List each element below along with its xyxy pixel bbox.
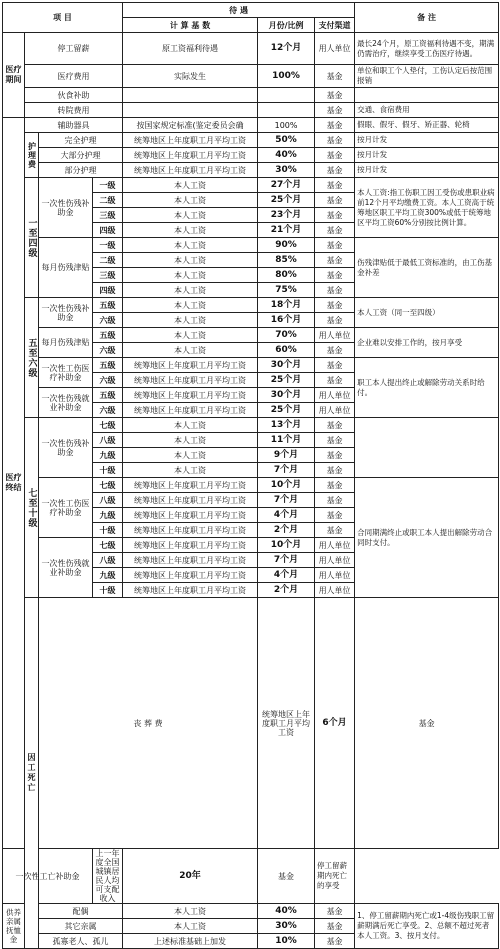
grade-cell: 十级 xyxy=(93,463,123,478)
grade-cell: 五级 xyxy=(93,298,123,313)
base-cell: 统筹地区上年度职工月平均工资 xyxy=(123,478,258,493)
label-medical-subsidy: 一次性工伤医疗补助金 xyxy=(39,478,93,538)
grade-cell: 八级 xyxy=(93,433,123,448)
ratio-cell: 11个月 xyxy=(258,433,315,448)
pay-cell: 用人单位 xyxy=(315,328,355,343)
base-cell: 本人工资 xyxy=(123,283,258,298)
ratio-cell: 25个月 xyxy=(258,373,315,388)
ratio-cell: 7个月 xyxy=(258,463,315,478)
grade-cell: 七级 xyxy=(93,538,123,553)
base-cell: 统筹地区上年度职工月平均工资 xyxy=(123,523,258,538)
item-cell: 一次性工亡补助金 xyxy=(3,849,93,904)
pay-cell: 基金 xyxy=(315,508,355,523)
pay-cell: 基金 xyxy=(315,418,355,433)
pay-cell: 基金 xyxy=(315,178,355,193)
ratio-cell: 21个月 xyxy=(258,223,315,238)
ratio-cell: 30个月 xyxy=(258,358,315,373)
pay-cell: 基金 xyxy=(315,904,355,919)
ratio-cell: 30% xyxy=(258,919,315,934)
base-cell: 统筹地区上年度职工月平均工资 xyxy=(123,133,258,148)
ratio-cell: 2个月 xyxy=(258,583,315,598)
ratio-cell xyxy=(258,103,315,118)
grade-cell: 八级 xyxy=(93,553,123,568)
pay-cell: 基金 xyxy=(315,934,355,949)
note-cell xyxy=(355,88,499,103)
group-grade-5-6: 五至六级 xyxy=(25,298,39,418)
table-row xyxy=(3,148,499,163)
base-cell xyxy=(123,103,258,118)
item-cell: 孤寡老人、孤儿 xyxy=(39,934,123,949)
base-cell: 本人工资 xyxy=(123,463,258,478)
base-cell: 原工资福利待遇 xyxy=(123,33,258,65)
pay-cell: 基金 xyxy=(315,313,355,328)
grade-cell: 四级 xyxy=(93,283,123,298)
pay-cell: 基金 xyxy=(315,238,355,253)
item-cell: 转院费用 xyxy=(25,103,123,118)
pay-cell: 基金 xyxy=(315,88,355,103)
table-row xyxy=(3,238,499,253)
base-cell: 本人工资 xyxy=(123,298,258,313)
base-cell: 本人工资 xyxy=(123,448,258,463)
grade-cell: 七级 xyxy=(93,478,123,493)
ratio-cell: 7个月 xyxy=(258,553,315,568)
table-row xyxy=(3,358,499,373)
note-cell: 交通、食宿费用 xyxy=(355,103,499,118)
ratio-cell: 16个月 xyxy=(258,313,315,328)
label-employment-subsidy: 一次性伤残就业补助金 xyxy=(39,388,93,418)
header-pay: 支付渠道 xyxy=(315,18,355,33)
pay-cell: 基金 xyxy=(315,253,355,268)
item-cell: 配偶 xyxy=(39,904,123,919)
ratio-cell: 100% xyxy=(258,65,315,88)
base-cell: 统筹地区上年度职工月平均工资 xyxy=(123,508,258,523)
pay-cell: 基金 xyxy=(315,118,355,133)
group-death: 因工死亡 xyxy=(25,598,39,949)
base-cell: 本人工资 xyxy=(123,223,258,238)
note-cell: 按月计发 xyxy=(355,148,499,163)
base-cell: 本人工资 xyxy=(123,418,258,433)
base-cell: 本人工资 xyxy=(123,193,258,208)
base-cell: 统筹地区上年度职工月平均工资 xyxy=(123,163,258,178)
note-cell: 1、停工留薪期内死亡或1-4级伤残职工留薪期满后死亡享受。2、总额不超过死者本人工资。3、按月支付。 xyxy=(355,904,499,949)
ratio-cell: 7个月 xyxy=(258,493,315,508)
grade-cell: 二级 xyxy=(93,253,123,268)
base-cell: 统筹地区上年度职工月平均工资 xyxy=(123,388,258,403)
base-cell: 本人工资 xyxy=(123,268,258,283)
ratio-cell: 50% xyxy=(258,133,315,148)
grade-cell: 一级 xyxy=(93,238,123,253)
table-row xyxy=(3,163,499,178)
grade-cell: 八级 xyxy=(93,493,123,508)
base-cell: 统筹地区上年度职工月平均工资 xyxy=(123,403,258,418)
ratio-cell: 10个月 xyxy=(258,478,315,493)
ratio-cell: 85% xyxy=(258,253,315,268)
pay-cell: 基金 xyxy=(315,298,355,313)
base-cell: 本人工资 xyxy=(123,343,258,358)
table-row xyxy=(3,904,499,919)
note-cell-empty xyxy=(355,418,499,478)
label-medical-subsidy: 一次性工伤医疗补助金 xyxy=(39,358,93,388)
pay-cell: 基金 xyxy=(315,493,355,508)
pay-cell: 基金 xyxy=(315,463,355,478)
grade-cell: 六级 xyxy=(93,343,123,358)
grade-cell: 七级 xyxy=(93,418,123,433)
pay-cell: 用人单位 xyxy=(315,538,355,553)
ratio-cell: 80% xyxy=(258,268,315,283)
item-cell: 完全护理 xyxy=(39,133,123,148)
table-row xyxy=(3,33,499,65)
ratio-cell: 40% xyxy=(258,148,315,163)
grade-cell: 六级 xyxy=(93,313,123,328)
item-cell: 伙食补助 xyxy=(25,88,123,103)
label-lump-sum: 一次性伤残补助金 xyxy=(39,178,93,238)
header-treatment: 待 遇 xyxy=(123,3,355,18)
note-cell: 职工本人提出终止或解除劳动关系时给付。 xyxy=(355,358,499,418)
table-row xyxy=(3,103,499,118)
base-cell xyxy=(123,88,258,103)
table-row xyxy=(3,88,499,103)
grade-cell: 三级 xyxy=(93,268,123,283)
header-note: 备 注 xyxy=(355,3,499,33)
pay-cell: 基金 xyxy=(315,433,355,448)
pay-cell: 基金 xyxy=(315,103,355,118)
ratio-cell: 60% xyxy=(258,343,315,358)
base-cell: 本人工资 xyxy=(123,904,258,919)
note-cell: 伤残津贴低于最低工资标准的，由工伤基金补差 xyxy=(355,238,499,298)
ratio-cell: 70% xyxy=(258,328,315,343)
ratio-cell: 23个月 xyxy=(258,208,315,223)
grade-cell: 十级 xyxy=(93,583,123,598)
grade-cell: 二级 xyxy=(93,193,123,208)
group-grade-7-10: 七至十级 xyxy=(25,418,39,598)
pay-cell: 基金 xyxy=(315,478,355,493)
ratio-cell: 30个月 xyxy=(258,388,315,403)
base-cell: 本人工资 xyxy=(123,328,258,343)
base-cell: 统筹地区上年度职工月平均工资 xyxy=(123,538,258,553)
pay-cell: 用人单位 xyxy=(315,568,355,583)
base-cell: 统筹地区上年度职工月平均工资 xyxy=(123,583,258,598)
note-cell: 按月计发 xyxy=(355,133,499,148)
table-row xyxy=(3,65,499,88)
pay-cell: 基金 xyxy=(258,849,315,904)
table-row xyxy=(3,418,499,433)
ratio-cell: 4个月 xyxy=(258,508,315,523)
base-cell: 统筹地区上年度职工月平均工资 xyxy=(258,598,315,849)
table-row xyxy=(3,118,499,133)
base-cell: 统筹地区上年度职工月平均工资 xyxy=(123,148,258,163)
pay-cell: 用人单位 xyxy=(315,553,355,568)
pay-cell: 基金 xyxy=(315,133,355,148)
base-cell: 统筹地区上年度职工月平均工资 xyxy=(123,553,258,568)
base-cell: 上一年度全国城镇居民人均可支配收入 xyxy=(93,849,123,904)
ratio-cell: 4个月 xyxy=(258,568,315,583)
pay-cell: 基金 xyxy=(315,283,355,298)
ratio-cell: 100% xyxy=(258,118,315,133)
group-nursing: 护理费 xyxy=(25,133,39,178)
item-cell: 辅助器具 xyxy=(25,118,123,133)
grade-cell: 六级 xyxy=(93,403,123,418)
ratio-cell: 20年 xyxy=(123,849,258,904)
ratio-cell: 25个月 xyxy=(258,403,315,418)
base-cell: 本人工资 xyxy=(123,238,258,253)
grade-cell: 九级 xyxy=(93,508,123,523)
pay-cell: 用人单位 xyxy=(315,33,355,65)
pay-cell: 基金 xyxy=(315,148,355,163)
base-cell: 本人工资 xyxy=(123,919,258,934)
note-cell: 企业难以安排工作的，按月享受 xyxy=(355,328,499,358)
header-item: 项 目 xyxy=(3,3,123,33)
grade-cell: 九级 xyxy=(93,568,123,583)
base-cell: 本人工资 xyxy=(123,208,258,223)
header-base: 计 算 基 数 xyxy=(123,18,258,33)
pay-cell: 用人单位 xyxy=(315,403,355,418)
grade-cell: 十级 xyxy=(93,523,123,538)
ratio-cell: 10% xyxy=(258,934,315,949)
base-cell: 统筹地区上年度职工月平均工资 xyxy=(123,358,258,373)
pay-cell: 基金 xyxy=(315,223,355,238)
pay-cell: 基金 xyxy=(315,268,355,283)
grade-cell: 五级 xyxy=(93,358,123,373)
note-cell: 单位和职工个人垫付，工伤认定后按范围报销 xyxy=(355,65,499,88)
note-cell: 本人工资（同一至四级） xyxy=(355,298,499,328)
ratio-cell: 40% xyxy=(258,904,315,919)
ratio-cell: 75% xyxy=(258,283,315,298)
note-cell: 停工留薪期内死亡的享受 xyxy=(315,849,355,904)
pay-cell: 基金 xyxy=(315,193,355,208)
pay-cell: 基金 xyxy=(315,919,355,934)
base-cell: 按国家规定标准(鉴定委员会确 xyxy=(123,118,258,133)
base-cell: 本人工资 xyxy=(123,253,258,268)
label-monthly-allowance: 每月伤残津贴 xyxy=(39,328,93,358)
ratio-cell: 27个月 xyxy=(258,178,315,193)
table-row xyxy=(3,478,499,493)
ratio-cell: 25个月 xyxy=(258,193,315,208)
item-cell: 大部分护理 xyxy=(39,148,123,163)
note-cell: 假眼、假牙、假牙、矫正器、轮椅 xyxy=(355,118,499,133)
ratio-cell: 90% xyxy=(258,238,315,253)
grade-cell: 五级 xyxy=(93,388,123,403)
group-medical-period: 医疗期间 xyxy=(3,33,25,118)
pay-cell: 基金 xyxy=(315,65,355,88)
ratio-cell: 12个月 xyxy=(258,33,315,65)
pay-cell: 用人单位 xyxy=(315,388,355,403)
ratio-cell: 9个月 xyxy=(258,448,315,463)
table-row xyxy=(3,598,499,849)
table-row xyxy=(3,849,499,904)
pay-cell: 基金 xyxy=(315,208,355,223)
ratio-cell: 6个月 xyxy=(315,598,355,849)
injury-benefits-table xyxy=(2,2,499,949)
grade-cell: 四级 xyxy=(93,223,123,238)
item-cell: 其它亲属 xyxy=(39,919,123,934)
item-cell: 停工留薪 xyxy=(25,33,123,65)
item-cell: 丧 葬 费 xyxy=(39,598,258,849)
group-grade-1-4: 一至四级 xyxy=(25,178,39,298)
label-monthly-allowance: 每月伤残津贴 xyxy=(39,238,93,298)
base-cell: 本人工资 xyxy=(123,178,258,193)
pay-cell: 用人单位 xyxy=(315,583,355,598)
header-ratio: 月份/比例 xyxy=(258,18,315,33)
grade-cell: 五级 xyxy=(93,328,123,343)
item-cell: 医疗费用 xyxy=(25,65,123,88)
pay-cell: 基金 xyxy=(315,358,355,373)
pay-cell: 基金 xyxy=(315,448,355,463)
base-cell: 统筹地区上年度职工月平均工资 xyxy=(123,493,258,508)
ratio-cell: 30% xyxy=(258,163,315,178)
note-cell: 合同期满终止或职工本人提出解除劳动合同时支付。 xyxy=(355,478,499,598)
pay-cell: 基金 xyxy=(315,373,355,388)
table-row xyxy=(3,328,499,343)
grade-cell: 九级 xyxy=(93,448,123,463)
base-cell: 本人工资 xyxy=(123,433,258,448)
base-cell: 实际发生 xyxy=(123,65,258,88)
group-treatment-end: 医疗终结 xyxy=(3,118,25,849)
label-lump-sum: 一次性伤残补助金 xyxy=(39,418,93,478)
base-cell: 统筹地区上年度职工月平均工资 xyxy=(123,568,258,583)
ratio-cell xyxy=(258,88,315,103)
table-row xyxy=(3,178,499,193)
pay-cell: 基金 xyxy=(315,523,355,538)
grade-cell: 六级 xyxy=(93,373,123,388)
label-dependent-pension: 供养亲属抚恤金 xyxy=(3,904,25,949)
base-cell: 统筹地区上年度职工月平均工资 xyxy=(123,373,258,388)
note-cell: 按月计发 xyxy=(355,163,499,178)
pay-cell: 基金 xyxy=(355,598,499,849)
label-lump-sum: 一次性伤残补助金 xyxy=(39,298,93,328)
note-cell: 最长24个月，原工资福利待遇不变，期满仍需治疗，继续享受工伤医疗待遇。 xyxy=(355,33,499,65)
ratio-cell: 18个月 xyxy=(258,298,315,313)
ratio-cell: 2个月 xyxy=(258,523,315,538)
label-employment-subsidy: 一次性伤残就业补助金 xyxy=(39,538,93,598)
grade-cell: 一级 xyxy=(93,178,123,193)
base-cell: 上述标准基础上加发 xyxy=(123,934,258,949)
base-cell: 本人工资 xyxy=(123,313,258,328)
note-cell: 本人工资:指工伤职工因工受伤或患职业病前12个月平均缴费工资。本人工资高于统筹地区职工平均工资300%或低于统筹地区平均工资60%分别按比例计算。 xyxy=(355,178,499,238)
grade-cell: 三级 xyxy=(93,208,123,223)
ratio-cell: 10个月 xyxy=(258,538,315,553)
item-cell: 部分护理 xyxy=(39,163,123,178)
pay-cell: 基金 xyxy=(315,343,355,358)
header-row-1 xyxy=(3,3,499,18)
ratio-cell: 13个月 xyxy=(258,418,315,433)
table-row xyxy=(3,298,499,313)
table-row xyxy=(3,133,499,148)
pay-cell: 基金 xyxy=(315,163,355,178)
